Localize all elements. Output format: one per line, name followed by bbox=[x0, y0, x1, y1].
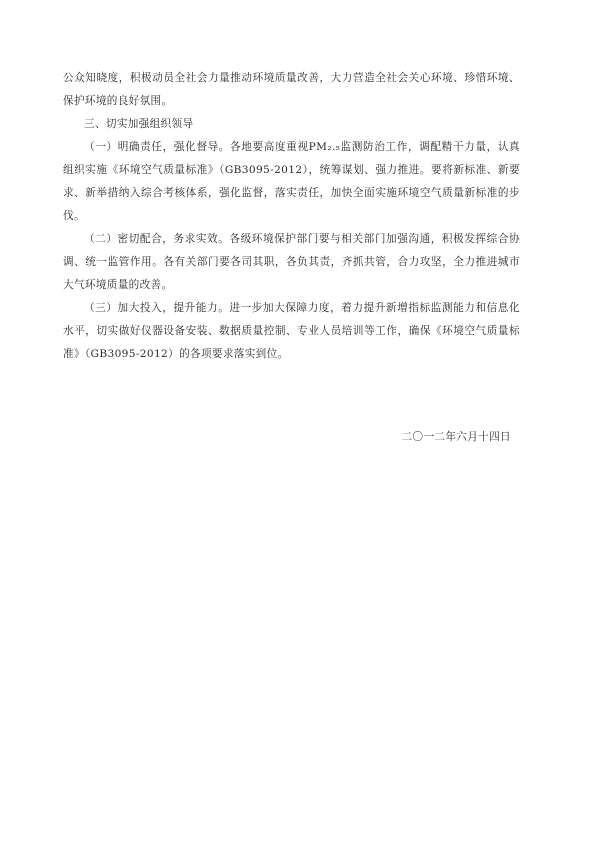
paragraph-item-three: （三）加大投入，提升能力。进一步加大保障力度，着力提升新增指标监测能力和信息化水平，切实做好仪器设备安装、数据质量控制、专业人员培训等工作，确保《环境空气质量标准》（GB3095-2012）的各项要求落实到位。 bbox=[63, 302, 520, 360]
document-date: 二〇一二年六月十四日 bbox=[401, 431, 511, 443]
paragraph-item-two: （二）密切配合，务求实效。各级环境保护部门要与相关部门加强沟通，积极发挥综合协调、统一监管作用。各有关部门要各司其职，各负其责，齐抓共管，合力攻坚，全力推进城市大气环境质量的改善。 bbox=[63, 233, 520, 291]
document-body bbox=[63, 67, 520, 366]
paragraph-continuation: 公众知晓度，积极动员全社会力量推动环境质量改善，大力营造全社会关心环境、珍惜环境、保护环境的良好氛围。 bbox=[63, 72, 520, 107]
section-heading-three: 三、切实加强组织领导 bbox=[84, 118, 194, 130]
paragraph-item-one: （一）明确责任，强化督导。各地要高度重视PM₂.₅监测防治工作，调配精干力量，认真组织实施《环境空气质量标准》（GB3095-2012），统筹谋划、强力推进。要将新标准、新要求、新举措纳入综合考核体系，强化监督，落实责任，加快全面实施环境空气质量新标准的步伐。 bbox=[63, 141, 520, 222]
